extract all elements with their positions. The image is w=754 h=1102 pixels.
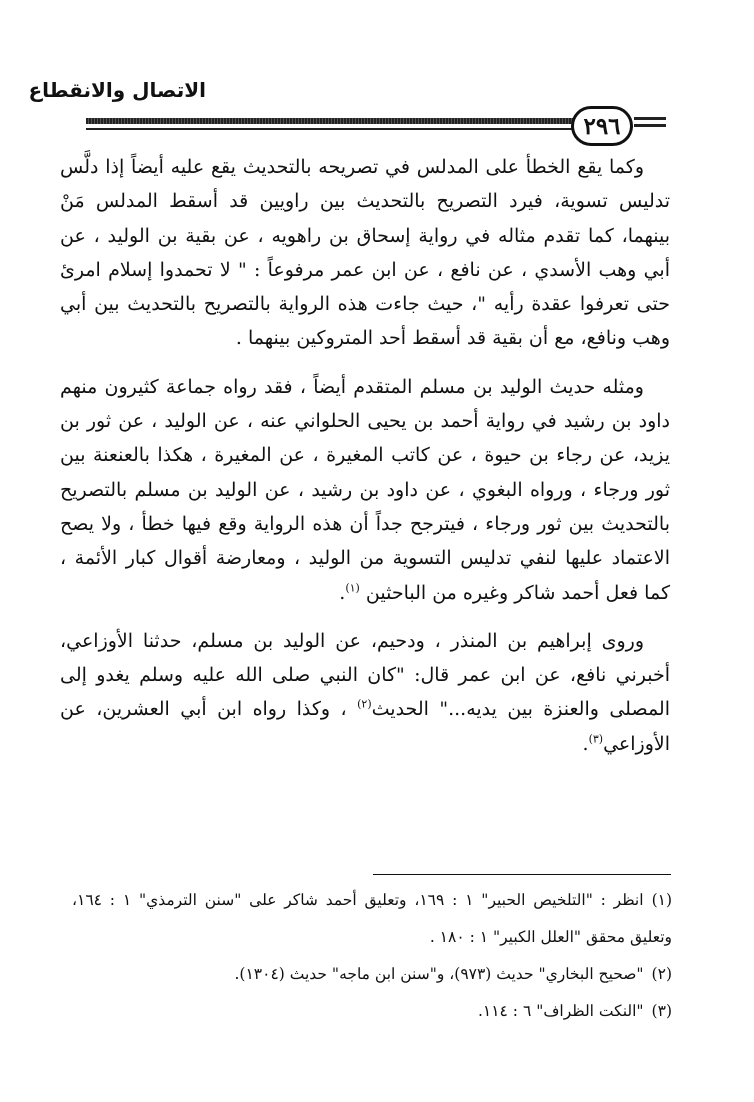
paragraph-1-text: وكما يقع الخطأ على المدلس في تصريحه بالتحديث يقع عليه أيضاً إذا دلَّس تدليس تسوية، فيرد التصريح بالتحديث بين راويين قد أسقط المدلس مَنْ بينهما، كما تقدم مثاله في رواية إسحاق بن راهويه ، عن بقية بن الوليد ، عن أبي وهب الأسدي ، عن نافع ، عن ابن عمر مرفوعاً : " لا تحمدوا إسلام امرئ حتى تعرفوا عقدة رأيه "، حيث جاءت هذه الرواية بالتصريح بالتحديث بين أبي وهب ونافع، مع أن بقية قد أسقط أحد المتروكين بينهما . (60, 156, 670, 350)
footnote-1-text: انظر : "التلخيص الحبير" ١ : ١٦٩، وتعليق أحمد شاكر على "سنن الترمذي" ١ : ١٦٤، وتعليق محقق "العلل الكبير" ١ : ١٨٠ . (72, 891, 672, 946)
main-text (60, 150, 670, 761)
header-rule-right-lower (634, 124, 666, 127)
footnote-3-number: (٣) (651, 1002, 672, 1020)
footnote-ref-1[interactable]: (١) (345, 581, 360, 595)
footnote-1 (72, 882, 672, 956)
header-rule-thick (86, 118, 622, 124)
footnote-ref-3[interactable]: (٣) (588, 732, 604, 746)
footnotes (72, 882, 672, 1030)
paragraph-2-tail: . (339, 581, 346, 604)
footnote-2 (72, 956, 672, 993)
running-title: الاتصال والانقطاع (28, 78, 206, 102)
footnote-separator (373, 874, 671, 875)
paragraph-3-tail: ، وكذا رواه ابن أبي العشرين، عن الأوزاعي (60, 698, 670, 755)
header-rule-right-upper (634, 117, 666, 120)
footnote-3-text: "النكت الظراف" ٦ : ١١٤. (477, 1002, 644, 1020)
paragraph-3-text: وروى إبراهيم بن المنذر ، ودحيم، عن الوليد بن مسلم، حدثنا الأوزاعي، أخبرني نافع، عن ابن عمر قال: "كان النبي صلى الله عليه وسلم يغدو إلى المصلى والعنزة بين يديه..." الحديث (60, 629, 670, 721)
footnote-2-text: "صحيح البخاري" حديث (٩٧٣)، و"سنن ابن ماجه" حديث (١٣٠٤). (234, 965, 644, 983)
footnote-2-number: (٢) (651, 965, 672, 983)
page-number: ٢٩٦ (571, 106, 633, 146)
paragraph-1 (60, 150, 670, 356)
footnote-1-number: (١) (651, 891, 673, 909)
footnote-3 (72, 993, 672, 1030)
paragraph-3 (60, 624, 670, 761)
header-rule-thin (86, 128, 622, 130)
footnote-ref-2[interactable]: (٢) (357, 698, 372, 712)
paragraph-2-text: ومثله حديث الوليد بن مسلم المتقدم أيضاً ، فقد رواه جماعة كثيرون منهم داود بن رشيد في رواية أحمد بن يحيى الحلواني عنه ، عن الوليد ، عن ثور بن يزيد، عن رجاء بن حيوة ، عن كاتب المغيرة ، عن المغيرة ، هكذا بالعنعنة بين ثور ورجاء ، ورواه البغوي ، عن داود بن رشيد ، عن الوليد بن مسلم بالتصريح بالتحديث بين ثور ورجاء ، فيترجح جداً أن هذه الرواية وقع فيها خطأ ، ولا يصح الاعتماد عليها لنفي تدليس التسوية من الوليد ، ومعارضة أقوال كبار الأئمة ، كما فعل أحمد شاكر وغيره من الباحثين (60, 375, 670, 604)
paragraph-2 (60, 370, 670, 610)
paragraph-3-end: . (582, 732, 589, 755)
